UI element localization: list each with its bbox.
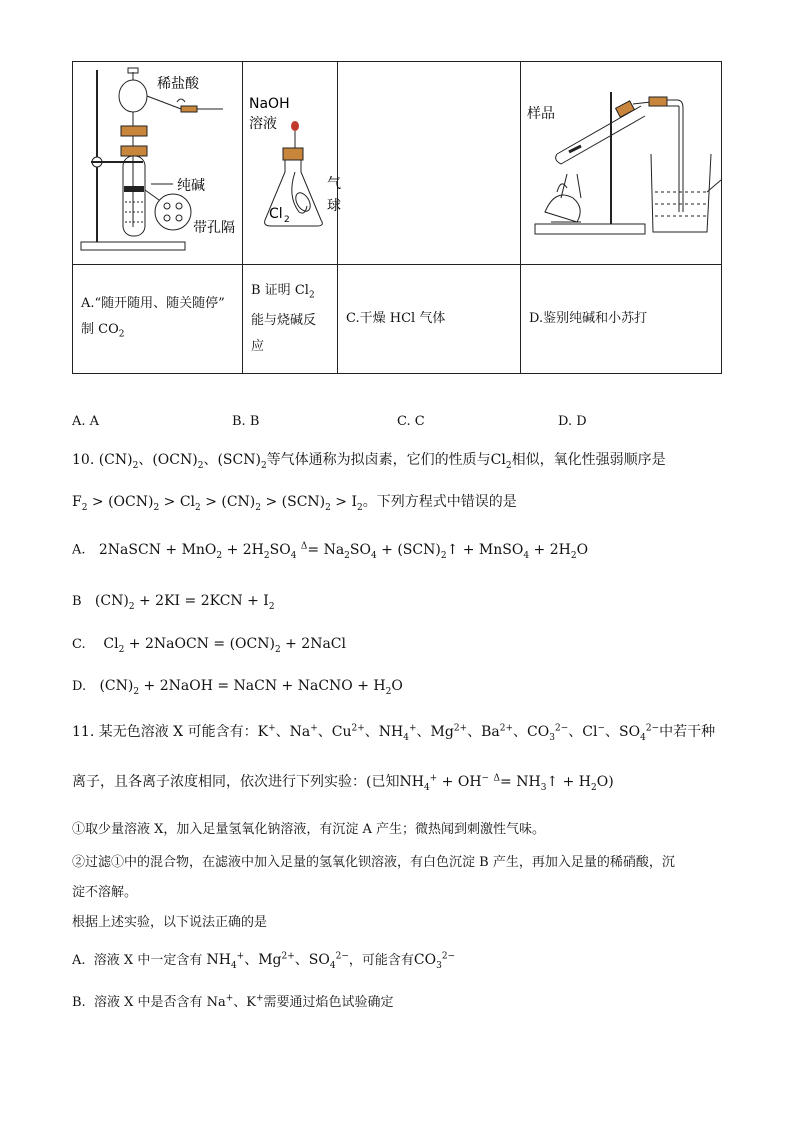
figure-a-cell xyxy=(73,62,243,265)
label-solution: 溶液 xyxy=(249,116,277,132)
q11-option-a[interactable]: A. 溶液 X 中一定含有 $NH_4^+$、$Mg^{2+}$、$SO_4^{2-}$，可能含有$CO_3^{2-}$ xyxy=(72,951,456,971)
q9-option-a[interactable]: A. A xyxy=(72,414,100,429)
q11-option-b[interactable]: B. 溶液 X 中是否含有 Na+、K+需要通过焰色试验确定 xyxy=(72,993,394,1010)
q10-option-b[interactable]: B $(CN)_2 + 2KI = 2KCN + I_2$ xyxy=(72,593,275,612)
caption-d: D.鉴别纯碱和小苏打 xyxy=(521,265,722,374)
q11-step-2a: ②过滤①中的混合物，在滤液中加入足量的氢氧化钡溶液，有白色沉淀 B 产生，再加入足量的稀硝酸，沉 xyxy=(72,855,675,870)
label-naoh: NaOH xyxy=(249,96,290,112)
figure-d-heating-apparatus xyxy=(521,62,722,260)
figure-d-cell xyxy=(521,62,722,265)
q10-option-d[interactable]: D. $(CN)_2$ + 2NaOH = NaCN + NaCNO + $H_2O$ xyxy=(72,678,403,697)
figure-c-cell xyxy=(338,62,521,265)
q9-option-d[interactable]: D. D xyxy=(558,414,587,429)
q11-step-1: ①取少量溶液 X，加入足量氢氧化钠溶液，有沉淀 A 产生；微热闻到刺激性气味。 xyxy=(72,822,546,837)
label-sample: 样品 xyxy=(527,106,555,122)
caption-b: B 证明 $Cl_2$ 能与烧碱反 应 xyxy=(243,265,338,374)
label-balloon-1: 气 xyxy=(327,176,341,192)
label-dilute-hcl: 稀盐酸 xyxy=(157,76,199,92)
figure-a-kipp-apparatus xyxy=(73,62,243,260)
q10-option-a[interactable]: A. 2NaSCN + $MnO_2 + 2H_2SO_4$ $^\Delta= Na_2SO_4$ + $(SCN)_2↑$ + MnSO$_4$ + $2H_2O$ xyxy=(72,541,589,561)
figure-b-flask xyxy=(243,62,341,260)
label-soda: 纯碱 xyxy=(177,178,205,194)
q9-option-c[interactable]: C. C xyxy=(397,414,425,429)
apparatus-table xyxy=(72,61,722,374)
q10-order: $F_2 > (OCN)_2 > Cl_2 > (CN)_2 > (SCN)_2 > I_2$。下列方程式中错误的是 xyxy=(72,494,517,513)
caption-a: A.“随开随用、随关随停” 制 $CO_2$ xyxy=(73,265,243,374)
label-balloon-2: 球 xyxy=(327,198,341,214)
label-cl2: Cl xyxy=(269,206,283,222)
q11-stem-1: 11. 某无色溶液 X 可能含有：K+、Na+、$Cu^{2+}$、$NH_4^+$、$Mg^{2+}$、$Ba^{2+}$、$CO_3^{2-}$、Cl−、$SO_4^{2-}$中若干种 xyxy=(72,723,716,743)
q11-step-2b: 淀不溶解。 xyxy=(72,885,138,900)
caption-c: C.干燥 HCl 气体 xyxy=(338,265,521,374)
q11-question: 根据上述实验，以下说法正确的是 xyxy=(72,915,268,930)
q10-option-c[interactable]: C. $Cl_2$ + 2NaOCN = $(OCN)_2$ + 2NaCl xyxy=(72,636,346,655)
q11-stem-2: 离子，且各离子浓度相同，依次进行下列实验：(已知$NH_4^+ + OH^-$ $^\Delta= NH_3↑ + H_2O$) xyxy=(72,773,614,793)
q10-stem: 10. $(CN)_2$、$(OCN)_2$、$(SCN)_2$等气体通称为拟卤素，它们的性质与$Cl_2$相似，氧化性强弱顺序是 xyxy=(72,452,666,471)
label-perforated: 带孔隔 xyxy=(193,220,235,236)
svg-text:2: 2 xyxy=(284,215,290,225)
figure-b-cell xyxy=(243,62,341,265)
q9-option-b[interactable]: B. B xyxy=(232,414,260,429)
